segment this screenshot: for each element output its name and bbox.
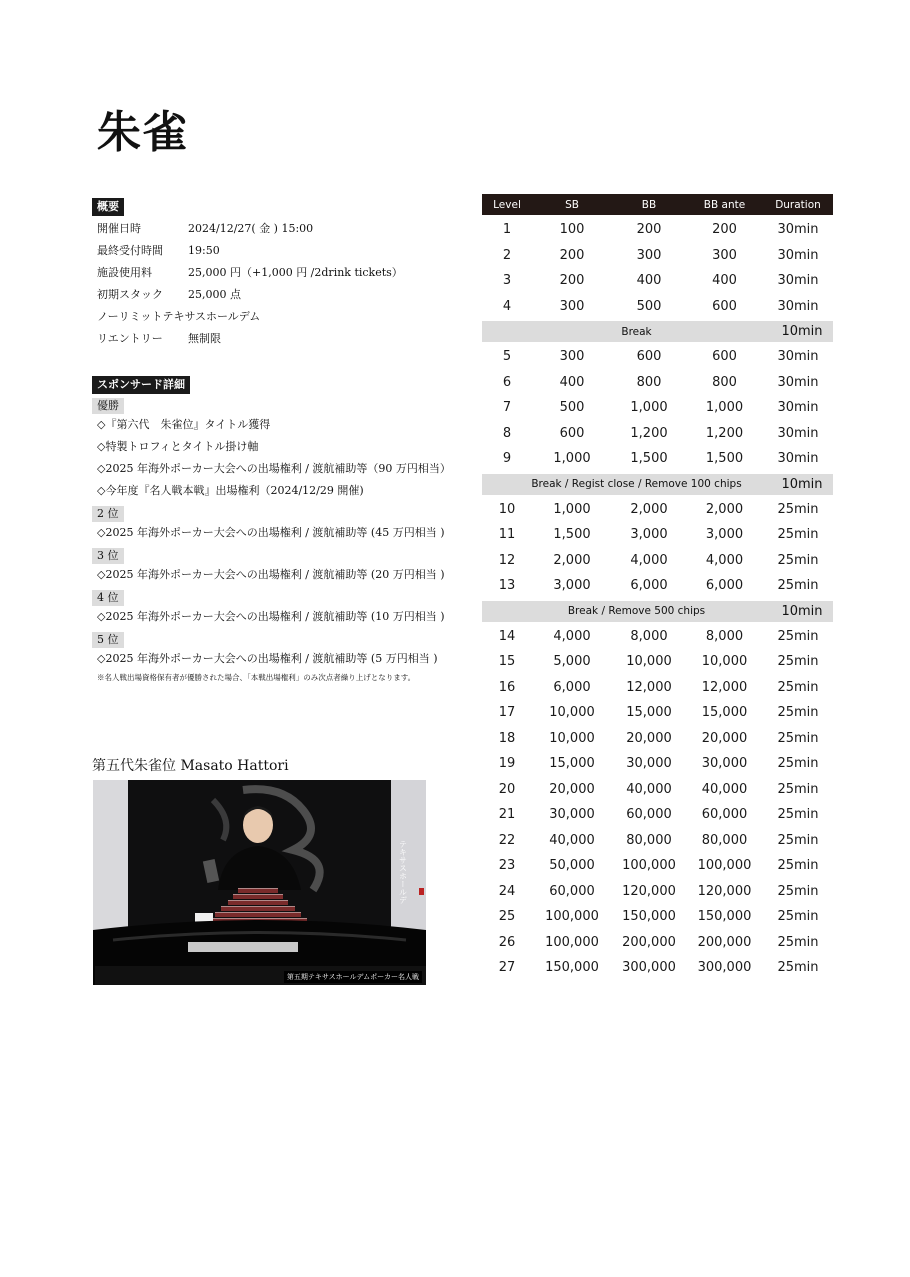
blind-structure-table: [482, 194, 833, 981]
cell-duration: 30min: [777, 400, 819, 416]
cell-sb: 40,000: [549, 832, 595, 848]
cell-bb-ante: 40,000: [701, 781, 748, 797]
break-duration: 10min: [781, 324, 823, 339]
table-row: [482, 700, 833, 726]
cell-level: 5: [502, 349, 512, 365]
cell-bb: 60,000: [626, 807, 672, 823]
cell-sb: 3,000: [553, 578, 591, 594]
cell-level: 15: [498, 654, 516, 670]
cell-bb: 80,000: [626, 832, 672, 848]
info-key: 開催日時: [97, 222, 141, 235]
prize-item: ◇2025 年海外ポーカー大会への出場権利 / 渡航補助等 (20 万円相当 ): [97, 568, 445, 581]
break-label: Break / Remove 500 chips: [567, 605, 706, 617]
table-row: [482, 955, 833, 981]
cell-bb: 2,000: [630, 501, 668, 517]
info-key: 施設使用料: [97, 266, 152, 279]
table-row: [482, 446, 833, 472]
prize-item: ◇2025 年海外ポーカー大会への出場権利 / 渡航補助等 (45 万円相当 ): [97, 526, 445, 539]
cell-bb: 300: [636, 247, 662, 263]
cell-sb: 6,000: [553, 679, 591, 695]
cell-bb: 1,200: [630, 425, 668, 441]
cell-sb: 10,000: [549, 705, 595, 721]
cell-bb-ante: 120,000: [697, 883, 752, 899]
cell-level: 8: [502, 425, 512, 441]
cell-sb: 500: [559, 400, 585, 416]
cell-bb-ante: 1,500: [705, 451, 744, 467]
champion-photo: [93, 780, 426, 985]
cell-duration: 25min: [777, 781, 819, 797]
cell-bb: 12,000: [626, 679, 672, 695]
info-key: 最終受付時間: [97, 244, 163, 257]
table-row: [482, 675, 833, 701]
cell-level: 23: [498, 858, 516, 874]
cell-sb: 100,000: [545, 934, 599, 950]
table-row: [482, 802, 833, 828]
cell-duration: 30min: [777, 247, 819, 263]
cell-bb: 500: [636, 298, 662, 314]
info-row-date: [92, 217, 462, 239]
cell-duration: 25min: [777, 527, 819, 543]
cell-sb: 60,000: [549, 883, 595, 899]
table-row: [482, 294, 833, 320]
cell-level: 27: [498, 960, 516, 976]
cell-level: 13: [498, 578, 516, 594]
cell-bb: 120,000: [622, 883, 676, 899]
cell-sb: 30,000: [549, 807, 595, 823]
cell-bb: 200,000: [622, 934, 676, 950]
rank-fourth-label: 4 位: [92, 590, 124, 606]
table-row: [482, 421, 833, 447]
table-row: [482, 930, 833, 956]
table-row: [482, 344, 833, 370]
cell-level: 6: [502, 374, 512, 390]
cell-bb: 1,000: [630, 400, 668, 416]
prize-item: ◇特製トロフィとタイトル掛け軸: [97, 440, 259, 453]
footnote: ※名人戦出場資格保有者が優勝された場合、「本戦出場権利」のみ次点者繰り上げとなります。: [97, 673, 416, 682]
cell-level: 19: [498, 756, 516, 772]
cell-level: 24: [498, 883, 516, 899]
cell-bb-ante: 200: [712, 222, 737, 238]
break-label: Break: [621, 325, 652, 338]
champion-caption: 第五代朱雀位 Masato Hattori: [92, 758, 289, 774]
table-row: [482, 395, 833, 421]
prize-item: ◇2025 年海外ポーカー大会への出場権利 / 渡航補助等 (5 万円相当 ): [97, 652, 438, 665]
cell-sb: 5,000: [553, 654, 591, 670]
cell-sb: 20,000: [549, 781, 595, 797]
cell-duration: 25min: [777, 883, 819, 899]
cell-level: 17: [498, 705, 516, 721]
cell-duration: 25min: [777, 756, 819, 772]
overview-tag: 概要: [92, 198, 124, 216]
cell-duration: 30min: [777, 222, 819, 238]
cell-bb: 6,000: [630, 578, 668, 594]
cell-level: 26: [498, 934, 516, 950]
cell-duration: 25min: [777, 628, 819, 644]
table-row: [482, 370, 833, 396]
table-row: [482, 828, 833, 854]
cell-duration: 25min: [777, 578, 819, 594]
cell-bb-ante: 60,000: [701, 807, 748, 823]
cell-bb: 300,000: [622, 960, 676, 976]
cell-bb: 800: [636, 374, 662, 390]
cell-bb-ante: 2,000: [705, 501, 744, 517]
cell-bb-ante: 800: [712, 374, 737, 390]
cell-level: 22: [498, 832, 516, 848]
cell-duration: 30min: [777, 349, 819, 365]
cell-duration: 25min: [777, 934, 819, 950]
table-row: [482, 624, 833, 650]
cell-duration: 25min: [777, 501, 819, 517]
prize-item: ◇2025 年海外ポーカー大会への出場権利 / 渡航補助等（90 万円相当）: [97, 462, 451, 475]
cell-duration: 25min: [777, 679, 819, 695]
cell-bb-ante: 300: [712, 247, 737, 263]
cell-sb: 1,000: [553, 451, 591, 467]
champion-photo-illustration: [93, 780, 426, 985]
cell-level: 25: [498, 909, 516, 925]
cell-bb-ante: 15,000: [701, 705, 748, 721]
svg-text:テキサスホールデ: テキサスホールデ: [398, 840, 408, 904]
cell-sb: 150,000: [545, 960, 599, 976]
cell-bb-ante: 30,000: [701, 756, 748, 772]
break-duration: 10min: [781, 476, 823, 492]
table-row: [482, 777, 833, 803]
cell-bb-ante: 6,000: [705, 578, 744, 594]
cell-bb: 100,000: [622, 858, 676, 874]
table-row: [482, 853, 833, 879]
info-value: 25,000 円（+1,000 円 /2drink tickets）: [188, 266, 403, 279]
table-body: [482, 217, 833, 981]
cell-bb-ante: 80,000: [701, 832, 748, 848]
col-header-bb: BB: [641, 198, 657, 211]
break-row: [482, 321, 833, 342]
cell-bb: 20,000: [626, 730, 672, 746]
cell-sb: 400: [559, 374, 585, 390]
cell-level: 1: [502, 222, 512, 238]
cell-duration: 25min: [777, 858, 819, 874]
cell-bb-ante: 150,000: [697, 909, 752, 925]
cell-bb-ante: 300,000: [697, 960, 752, 976]
cell-duration: 25min: [777, 705, 819, 721]
cell-level: 20: [498, 781, 516, 797]
cell-bb-ante: 1,000: [705, 400, 744, 416]
info-row-fee: [92, 261, 462, 283]
break-row: [482, 474, 833, 495]
cell-duration: 25min: [777, 909, 819, 925]
cell-level: 12: [498, 552, 516, 568]
page-title: 朱雀: [97, 107, 189, 158]
cell-sb: 50,000: [549, 858, 595, 874]
break-label: Break / Regist close / Remove 100 chips: [531, 478, 742, 490]
cell-bb: 200: [636, 222, 662, 238]
col-header-level: Level: [493, 198, 521, 211]
cell-level: 14: [498, 628, 516, 644]
cell-level: 7: [502, 400, 512, 416]
cell-bb: 40,000: [626, 781, 672, 797]
cell-bb: 3,000: [630, 527, 668, 543]
cell-level: 9: [502, 451, 512, 467]
info-value: 2024/12/27( 金 ) 15:00: [188, 222, 314, 235]
cell-sb: 100,000: [545, 909, 599, 925]
sponsor-tag: スポンサード詳細: [92, 376, 190, 394]
cell-duration: 30min: [777, 374, 819, 390]
cell-bb-ante: 4,000: [705, 552, 744, 568]
table-row: [482, 497, 833, 523]
cell-bb: 10,000: [626, 654, 672, 670]
cell-bb: 4,000: [630, 552, 668, 568]
cell-bb-ante: 10,000: [701, 654, 748, 670]
cell-sb: 15,000: [549, 756, 595, 772]
cell-bb-ante: 1,200: [705, 425, 744, 441]
rank-fifth-label: 5 位: [92, 632, 124, 648]
cell-bb: 30,000: [626, 756, 672, 772]
cell-sb: 300: [559, 298, 585, 314]
cell-sb: 200: [559, 247, 585, 263]
cell-bb-ante: 600: [712, 349, 737, 365]
photo-caption: 第五期テキサスホールデムポーカー名人戦: [284, 971, 422, 983]
info-value: 25,000 点: [188, 288, 241, 301]
cell-bb-ante: 3,000: [705, 527, 744, 543]
cell-duration: 25min: [777, 730, 819, 746]
table-row: [482, 217, 833, 243]
cell-sb: 1,000: [553, 501, 591, 517]
cell-sb: 1,500: [553, 527, 591, 543]
cell-level: 11: [498, 527, 516, 543]
cell-level: 18: [498, 730, 516, 746]
table-row: [482, 726, 833, 752]
break-row: [482, 601, 833, 622]
prize-item: ◇2025 年海外ポーカー大会への出場権利 / 渡航補助等 (10 万円相当 ): [97, 610, 445, 623]
prize-item: ◇今年度『名人戦本戦』出場権利（2024/12/29 開催): [97, 484, 364, 497]
rank-first-label: 優勝: [92, 398, 124, 414]
cell-level: 4: [502, 298, 512, 314]
col-header-bb-ante: BB ante: [703, 198, 746, 211]
info-row-reentry: [92, 327, 462, 349]
table-row: [482, 522, 833, 548]
cell-sb: 200: [559, 273, 585, 289]
info-key: ノーリミットテキサスホールデム: [97, 310, 261, 323]
table-row: [482, 751, 833, 777]
rank-third-label: 3 位: [92, 548, 124, 564]
col-header-sb: SB: [565, 198, 579, 211]
info-key: リエントリー: [97, 332, 163, 345]
cell-bb-ante: 12,000: [701, 679, 748, 695]
cell-bb: 15,000: [626, 705, 672, 721]
cell-sb: 600: [559, 425, 585, 441]
cell-bb: 8,000: [630, 628, 668, 644]
table-row: [482, 243, 833, 269]
cell-bb: 600: [636, 349, 662, 365]
cell-bb-ante: 400: [712, 273, 737, 289]
prize-item: ◇『第六代 朱雀位』タイトル獲得: [97, 418, 271, 431]
cell-level: 3: [502, 273, 512, 289]
cell-duration: 25min: [777, 960, 819, 976]
info-key: 初期スタック: [97, 288, 163, 301]
cell-sb: 300: [559, 349, 585, 365]
cell-duration: 30min: [777, 451, 819, 467]
cell-bb-ante: 600: [712, 298, 737, 314]
table-row: [482, 573, 833, 599]
table-row: [482, 268, 833, 294]
cell-bb: 400: [636, 273, 662, 289]
cell-duration: 30min: [777, 425, 819, 441]
cell-sb: 10,000: [549, 730, 595, 746]
table-row: [482, 879, 833, 905]
info-value: 無制限: [188, 332, 221, 345]
break-duration: 10min: [781, 603, 823, 619]
table-row: [482, 904, 833, 930]
event-details: [92, 195, 462, 683]
cell-duration: 30min: [777, 298, 819, 314]
col-header-duration: Duration: [775, 198, 821, 211]
cell-bb-ante: 200,000: [697, 934, 752, 950]
table-row: [482, 548, 833, 574]
cell-duration: 30min: [777, 273, 819, 289]
cell-bb-ante: 20,000: [701, 730, 748, 746]
cell-sb: 2,000: [553, 552, 591, 568]
info-value: 19:50: [188, 243, 220, 257]
table-row: [482, 649, 833, 675]
cell-bb: 150,000: [622, 909, 676, 925]
cell-sb: 100: [559, 222, 585, 238]
table-header: [482, 194, 833, 215]
cell-duration: 25min: [777, 654, 819, 670]
cell-duration: 25min: [777, 552, 819, 568]
info-row-stack: [92, 283, 462, 305]
cell-bb: 1,500: [630, 451, 668, 467]
cell-duration: 25min: [777, 832, 819, 848]
cell-level: 16: [498, 679, 516, 695]
cell-level: 2: [502, 247, 512, 263]
cell-level: 10: [498, 501, 516, 517]
rank-second-label: 2 位: [92, 506, 124, 522]
info-row-last-entry: [92, 239, 462, 261]
cell-duration: 25min: [777, 807, 819, 823]
cell-bb-ante: 100,000: [697, 858, 752, 874]
cell-bb-ante: 8,000: [705, 628, 744, 644]
info-row-game: [92, 305, 462, 327]
cell-level: 21: [498, 807, 516, 823]
cell-sb: 4,000: [553, 628, 591, 644]
